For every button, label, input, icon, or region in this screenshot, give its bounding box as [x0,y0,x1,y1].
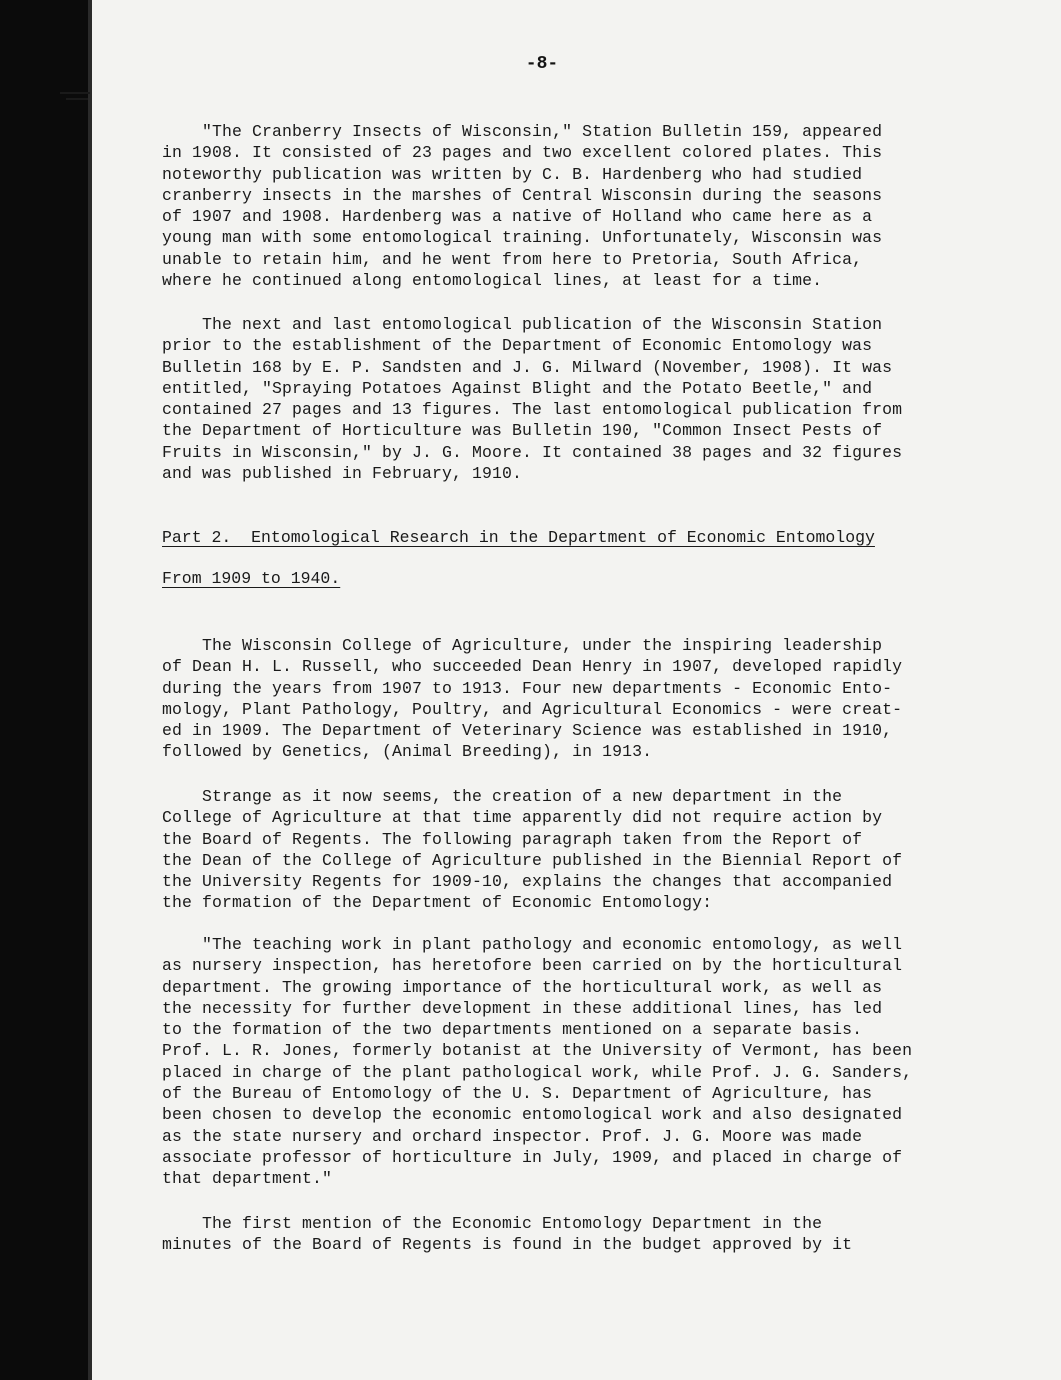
text-line: the necessity for further development in these additional lines, has led [162,998,883,1018]
text-line: College of Agriculture at that time apparently did not require action by [162,808,883,828]
text-line: "The Cranberry Insects of Wisconsin," Station Bulletin 159, appeared [162,122,883,141]
text-line: during the years from 1907 to 1913. Four new departments - Economic Ento- [162,678,893,698]
text-line: cranberry insects in the marshes of Central Wisconsin during the seasons [162,185,883,205]
text-line: the Department of Horticulture was Bulletin 190, "Common Insect Pests of [162,421,883,441]
paragraph-cranberry-insects [162,121,882,291]
text-line: prior to the establishment of the Department of Economic Entomology was [162,336,873,356]
text-line: associate professor of horticulture in July, 1909, and placed in charge of [162,1147,903,1167]
text-line: minutes of the Board of Regents is found in the budget approved by it [162,1235,853,1255]
text-line: entitled, "Spraying Potatoes Against Blight and the Potato Beetle," and [162,378,873,398]
text-line: the Board of Regents. The following paragraph taken from the Report of [162,829,863,849]
page-number: -8- [525,54,559,74]
text-line: Prof. L. R. Jones, formerly botanist at the University of Vermont, has been [162,1041,913,1061]
text-line: The next and last entomological publication of the Wisconsin Station [162,315,883,334]
text-line: the formation of the Department of Economic Entomology: [162,893,713,913]
text-line: of Dean H. L. Russell, who succeeded Dean Henry in 1907, developed rapidly [162,657,903,677]
binding-mark [60,92,90,94]
text-line: the University Regents for 1909-10, explains the changes that accompanied [162,872,893,892]
text-line: as the state nursery and orchard inspector. Prof. J. G. Moore was made [162,1126,863,1146]
text-line: "The teaching work in plant pathology and economic entomology, as well [162,935,903,954]
text-line: that department." [162,1169,333,1189]
text-line: placed in charge of the plant pathological work, while Prof. J. G. Sanders, [162,1062,913,1082]
quoted-report-paragraph [162,934,912,1190]
text-line: followed by Genetics, (Animal Breeding), in 1913. [162,742,653,762]
text-line: where he continued along entomological lines, at least for a time. [162,271,823,291]
text-line: The Wisconsin College of Agriculture, under the inspiring leadership [162,636,883,655]
text-line: as nursery inspection, has heretofore been carried on by the horticultural [162,956,903,976]
text-line: ed in 1909. The Department of Veterinary Science was established in 1910, [162,721,893,741]
text-line: of the Bureau of Entomology of the U. S. Department of Agriculture, has [162,1084,873,1104]
text-line: contained 27 pages and 13 figures. The last entomological publication from [162,400,903,420]
text-line: Strange as it now seems, the creation of a new department in the [162,787,843,806]
section-heading-line-2: From 1909 to 1940. [162,569,341,588]
text-line: Fruits in Wisconsin," by J. G. Moore. It contained 38 pages and 32 figures [162,442,903,462]
paragraph-first-mention [162,1213,852,1256]
paragraph-last-publication [162,314,902,484]
text-line: Bulletin 168 by E. P. Sandsten and J. G. Milward (November, 1908). It was [162,357,893,377]
binding-mark [66,98,88,100]
text-line: department. The growing importance of the horticultural work, as well as [162,977,883,997]
paragraph-creation-department [162,786,902,914]
document-page [92,0,1061,1380]
text-line: the Dean of the College of Agriculture published in the Biennial Report of [162,850,903,870]
text-line: in 1908. It consisted of 23 pages and two excellent colored plates. This [162,143,883,163]
text-line: young man with some entomological training. Unfortunately, Wisconsin was [162,228,883,248]
text-line: and was published in February, 1910. [162,464,523,484]
paragraph-college-agriculture [162,635,902,763]
text-line: been chosen to develop the economic entomological work and also designated [162,1105,903,1125]
text-line: to the formation of the two departments mentioned on a separate basis. [162,1020,863,1040]
section-heading-line-1: Part 2. Entomological Research in the Department of Economic Entomology [162,528,875,547]
text-line: The first mention of the Economic Entomology Department in the [162,1214,823,1233]
text-line: mology, Plant Pathology, Poultry, and Agricultural Economics - were creat- [162,699,903,719]
text-line: of 1907 and 1908. Hardenberg was a native of Holland who came here as a [162,207,873,227]
text-line: noteworthy publication was written by C. B. Hardenberg who had studied [162,164,863,184]
text-line: unable to retain him, and he went from here to Pretoria, South Africa, [162,249,863,269]
